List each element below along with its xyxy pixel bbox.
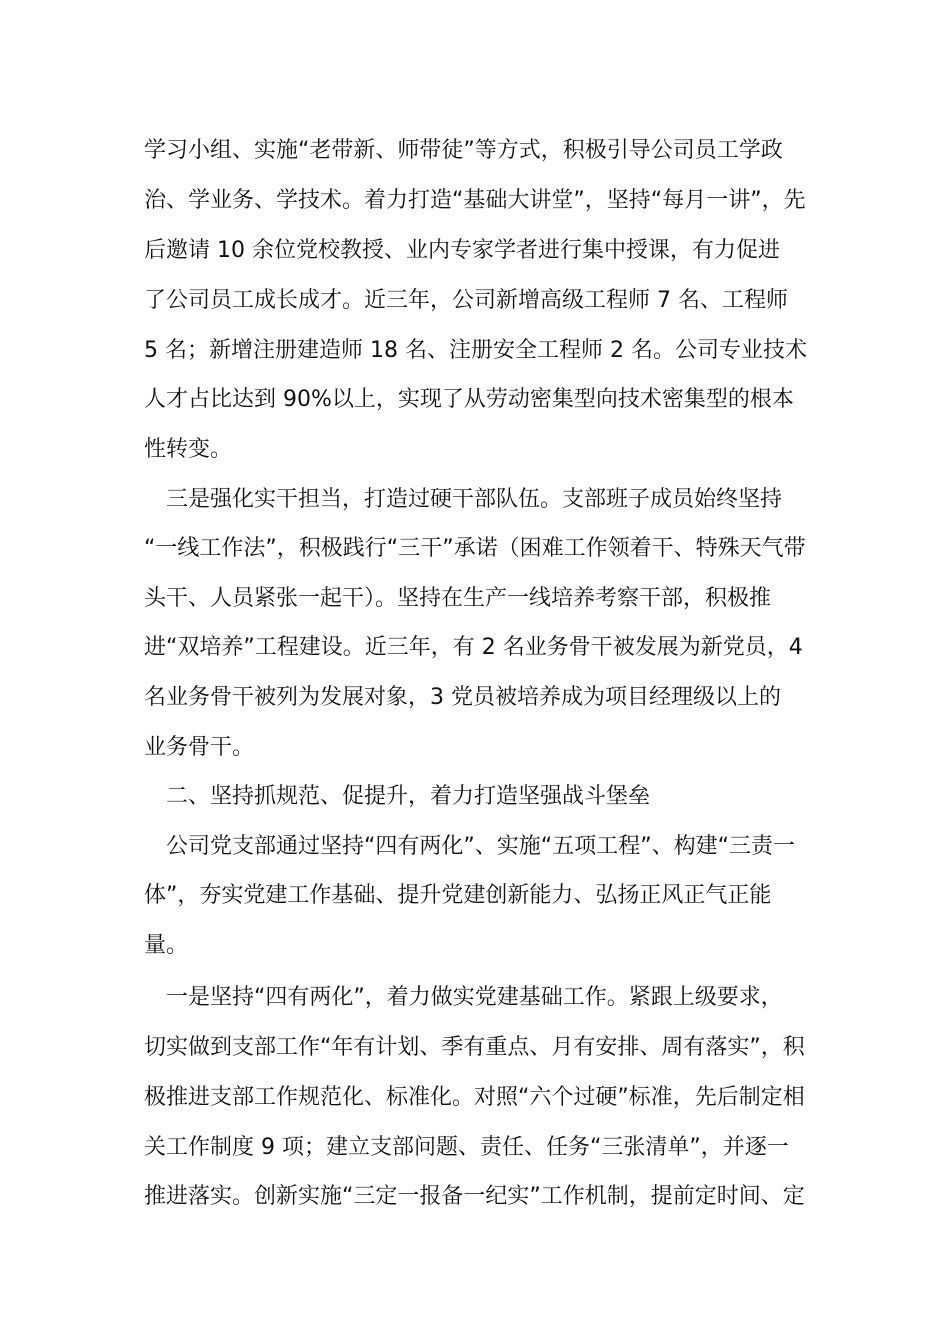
section-heading: 二、坚持抓规范、促提升，着力打造坚强战斗堡垒: [144, 784, 651, 809]
text-line: 5 名；新增注册建造师 18 名、注册安全工程师 2 名。公司专业技术: [144, 338, 807, 363]
text-line: 后邀请 10 余位党校教授、业内专家学者进行集中授课，有力促进: [144, 238, 780, 263]
text-line: 性转变。: [144, 437, 233, 462]
text-line: 了公司员工成长成才。近三年，公司新增高级工程师 7 名、工程师: [144, 288, 788, 313]
text-line: 名业务骨干被列为发展对象，3 党员被培养成为项目经理级以上的: [144, 685, 781, 710]
text-line: 学习小组、实施“老带新、师带徒”等方式，积极引导公司员工学政: [144, 138, 783, 163]
text-line: 关工作制度 9 项；建立支部问题、责任、任务“三张清单”，并逐一: [144, 1135, 789, 1160]
text-line: 进“双培养”工程建设。近三年，有 2 名业务骨干被发展为新党员，4: [144, 635, 803, 660]
text-line: 业务骨干。: [144, 735, 255, 760]
text-line: 体”，夯实党建工作基础、提升党建创新能力、弘扬正风正气正能: [144, 883, 772, 908]
text-line: 极推进支部工作规范化、标准化。对照“六个过硬”标准，先后制定相: [144, 1085, 805, 1110]
text-line: 公司党支部通过坚持“四有两化”、实施“五项工程”、构建“三责一: [144, 834, 795, 859]
text-line: 治、学业务、学技术。着力打造“基础大讲堂”，坚持“每月一讲”，先: [144, 188, 806, 213]
text-line: 头干、人员紧张一起干）。坚持在生产一线培养考察干部，积极推: [144, 586, 772, 611]
text-line: 一是坚持“四有两化”，着力做实党建基础工作。紧跟上级要求，: [144, 985, 783, 1010]
text-line: “一线工作法”，积极践行“三干”承诺（困难工作领着干、特殊天气带: [144, 536, 806, 561]
text-line: 人才占比达到 90%以上，实现了从劳动密集型向技术密集型的根本: [144, 387, 794, 412]
text-line: 三是强化实干担当，打造过硬干部队伍。支部班子成员始终坚持: [144, 487, 783, 512]
text-line: 切实做到支部工作“年有计划、季有重点、月有安排、周有落实”，积: [144, 1035, 805, 1060]
text-line: 推进落实。创新实施“三定一报备一纪实”工作机制，提前定时间、定: [144, 1184, 805, 1209]
text-line: 量。: [144, 933, 189, 958]
